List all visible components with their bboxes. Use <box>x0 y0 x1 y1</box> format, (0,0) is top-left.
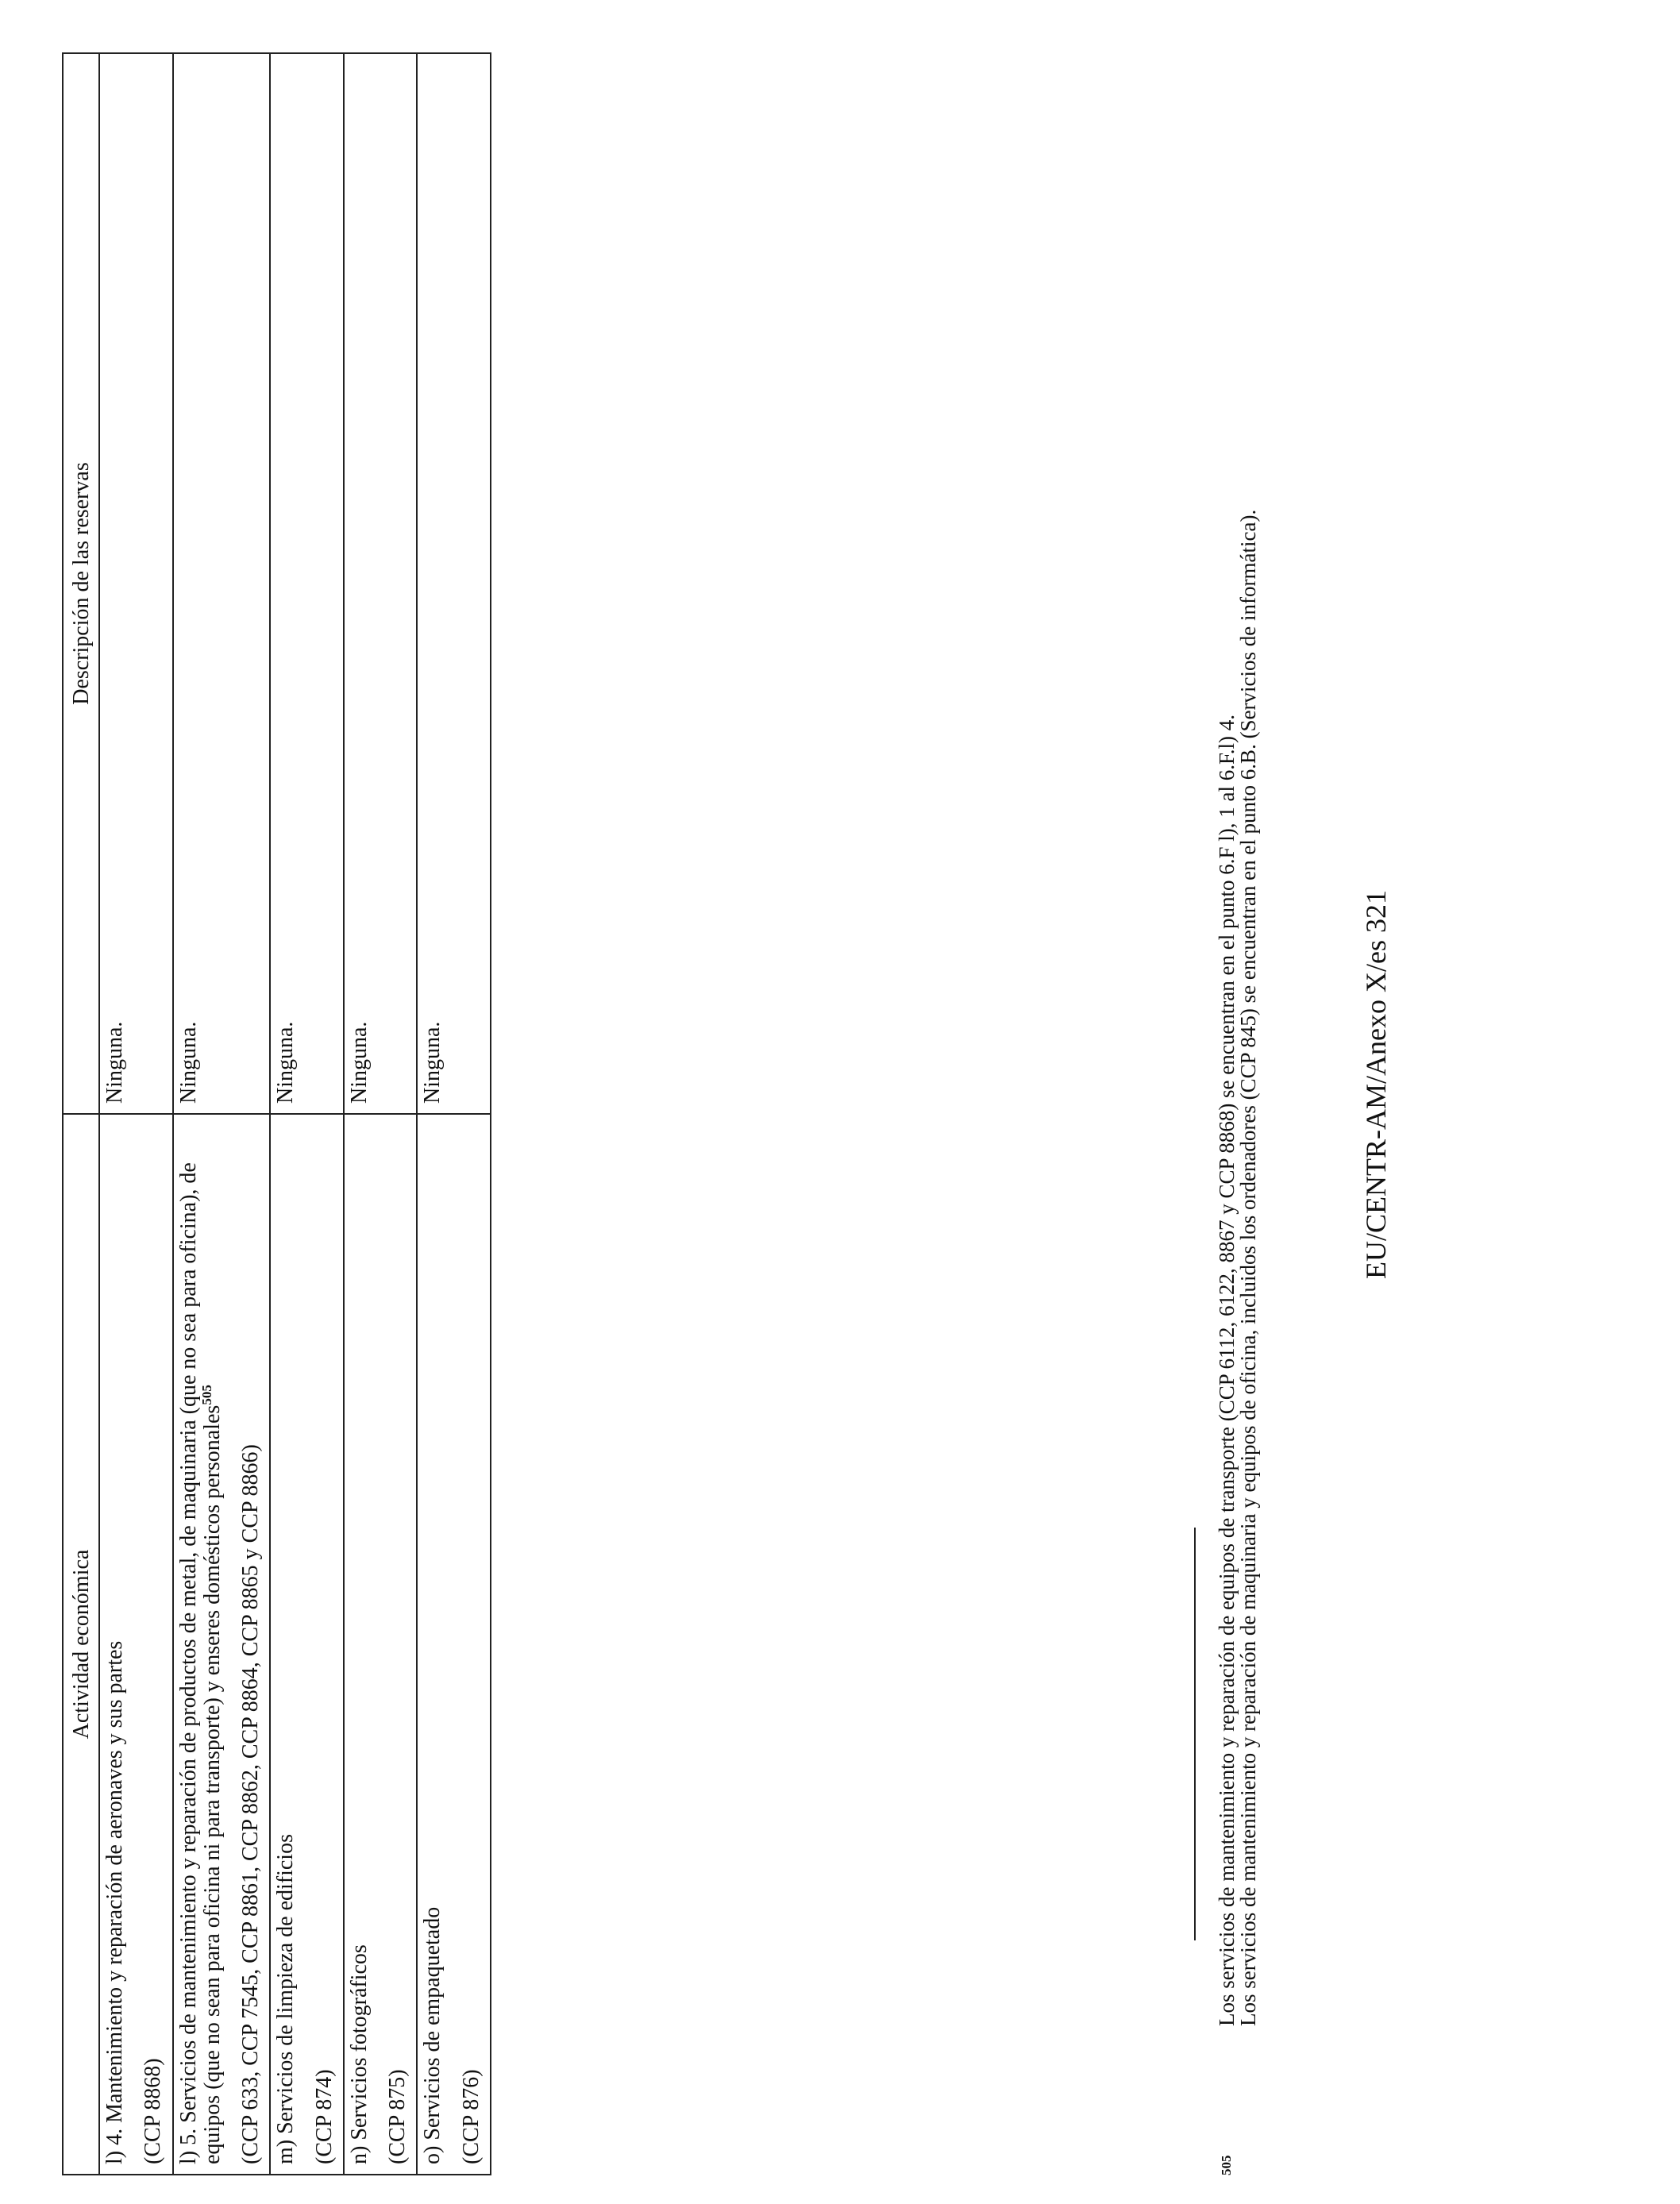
description-cell: Ninguna. <box>173 53 271 1114</box>
activity-title: l) 5. Servicios de mantenimiento y reparación de productos de metal, de maquinaria (que no sea para oficina), de equipos (que no sean para oficina ni para transporte) y enseres domésticos personales$^{505}$ <box>175 1162 225 2164</box>
page-reference: EU/CENTR-AM/Anexo X/es 321 <box>1360 890 1392 1279</box>
table-row <box>417 53 490 2175</box>
table-row <box>270 53 343 2175</box>
activity-cell <box>173 1114 271 2175</box>
activity-code: (CCP 633, CCP 7545, CCP 8861, CCP 8862, CCP 8864, CCP 8865 y CCP 8866) <box>238 1444 264 2164</box>
table-row <box>173 53 271 2175</box>
activity-cell <box>344 1114 417 2175</box>
table-row <box>344 53 417 2175</box>
footnote-number: 505 <box>1219 2155 1234 2175</box>
activity-cell <box>417 1114 490 2175</box>
table-row <box>99 53 172 2175</box>
activity-code: (CCP 876) <box>458 2069 484 2164</box>
description-cell: Ninguna. <box>417 53 490 1114</box>
description-cell: Ninguna. <box>344 53 417 1114</box>
header-activity: Actividad económica <box>63 1114 99 2175</box>
activity-cell <box>99 1114 172 2175</box>
footnote-separator <box>1194 1528 1196 1940</box>
activity-cell <box>270 1114 343 2175</box>
reservations-table <box>62 52 491 2175</box>
activity-title: n) Servicios fotográficos <box>346 1944 372 2164</box>
description-cell: Ninguna. <box>270 53 343 1114</box>
activity-title: l) 4. Mantenimiento y reparación de aeronaves y sus partes <box>102 1640 128 2164</box>
footnote-text <box>1216 367 1259 2026</box>
activity-title: m) Servicios de limpieza de edificios <box>273 1834 299 2164</box>
activity-code: (CCP 875) <box>385 2069 410 2164</box>
activity-code: (CCP 8868) <box>141 2058 166 2164</box>
footnote-line: Los servicios de mantenimiento y reparación de maquinaria y equipos de oficina, incluidos los ordenadores (CCP 845) se encuentran en el punto 6.B. (Servicios de informática). <box>1236 509 1260 2026</box>
header-description: Descripción de las reservas <box>63 53 99 1114</box>
footnote-marker: 505 <box>198 1385 214 1405</box>
table-header-row <box>63 53 99 2175</box>
footnote-line: Los servicios de mantenimiento y reparación de equipos de transporte (CCP 6112, 6122, 8867 y CCP 8868) se encuentran en el punto 6.F l), 1 al 6.F.l) 4. <box>1215 714 1239 2026</box>
activity-title: o) Servicios de empaquetado <box>420 1906 445 2164</box>
description-cell: Ninguna. <box>99 53 172 1114</box>
activity-code: (CCP 874) <box>311 2069 337 2164</box>
